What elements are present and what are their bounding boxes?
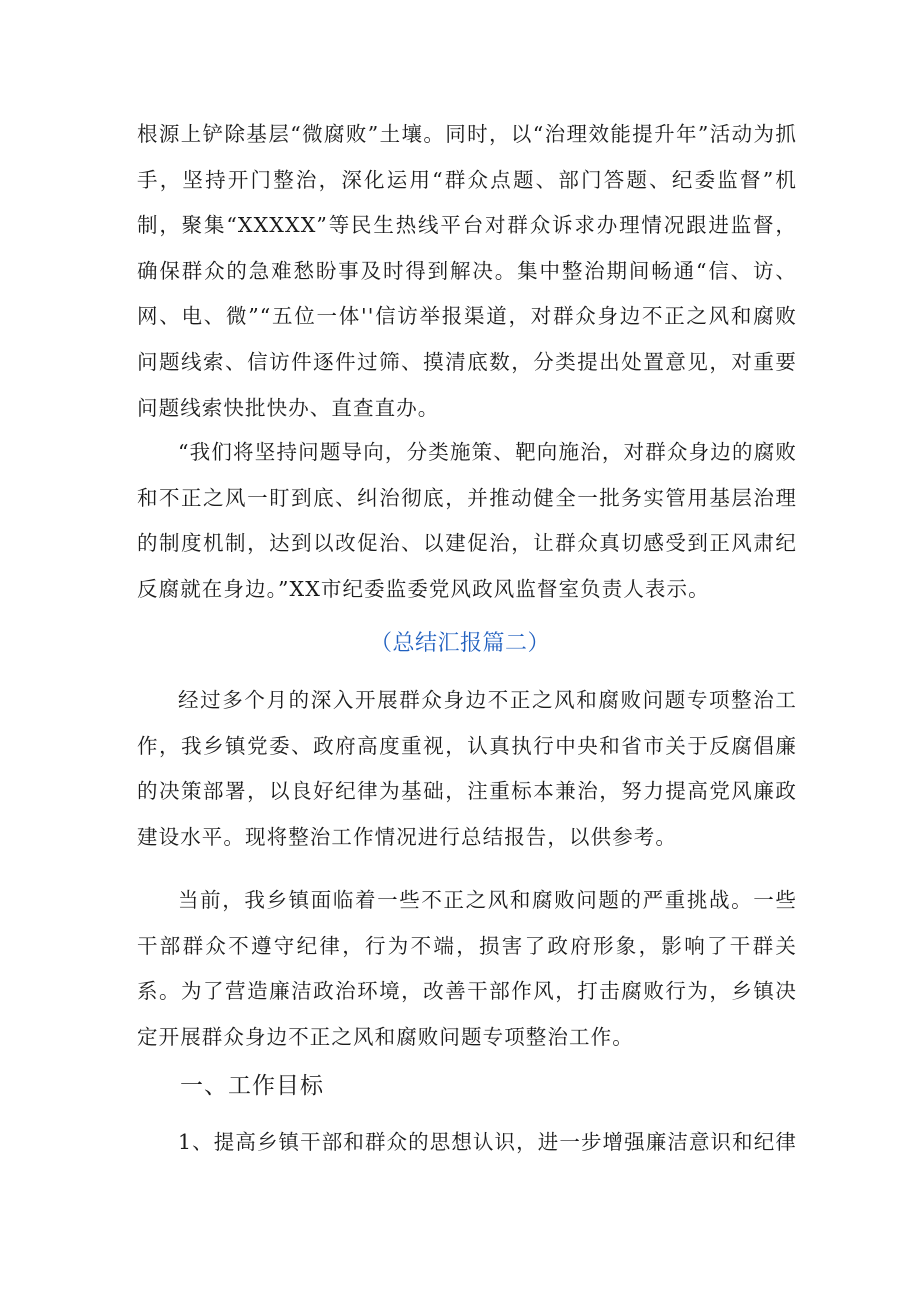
body-paragraph-1: 根源上铲除基层“微腐败”土壤。同时，以“治理效能提升年”活动为抓手，坚持开门整治，深化运用“群众点题、部门答题、纪委监督”机制，聚集“XXXXX”等民生热线平台对群众诉求办理情况跟进监督，确保群众的急难愁盼事及时得到解决。集中整治期间畅通“信、访、网、电、微”“五位一体''信访举报渠道，对群众身边不正之风和腐败问题线索、信访件逐件过筛、摸清底数，分类提出处置意见，对重要问题线索快批快办、直查直办。 bbox=[137, 122, 797, 420]
section-heading: （总结汇报篇二） bbox=[369, 631, 550, 656]
list-item-1: 1、提高乡镇干部和群众的思想认识，进一步增强廉洁意识和纪律 bbox=[178, 1130, 797, 1154]
body-paragraph-2: “我们将坚持问题导向，分类施策、靶向施治，对群众身边的腐败和不正之风一盯到底、纠治彻底，并推动健全一批务实管用基层治理的制度机制，达到以改促治、以建促治，让群众真切感受到正风肃纪反腐就在身边。”XX市纪委监委党风政风监督室负责人表示。 bbox=[137, 440, 797, 601]
body-paragraph-4: 当前，我乡镇面临着一些不正之风和腐败问题的严重挑战。一些干部群众不遵守纪律，行为不端，损害了政府形象，影响了干群关系。为了营造廉洁政治环境，改善干部作风，打击腐败行为，乡镇决定开展群众身边不正之风和腐败问题专项整治工作。 bbox=[137, 888, 797, 1049]
heading-work-goals: 一、工作目标 bbox=[180, 1073, 324, 1099]
body-paragraph-3: 经过多个月的深入开展群众身边不正之风和腐败问题专项整治工作，我乡镇党委、政府高度重视，认真执行中央和省市关于反腐倡廉的决策部署，以良好纪律为基础，注重标本兼治，努力提高党风廉政建设水平。现将整治工作情况进行总结报告，以供参考。 bbox=[137, 688, 797, 849]
